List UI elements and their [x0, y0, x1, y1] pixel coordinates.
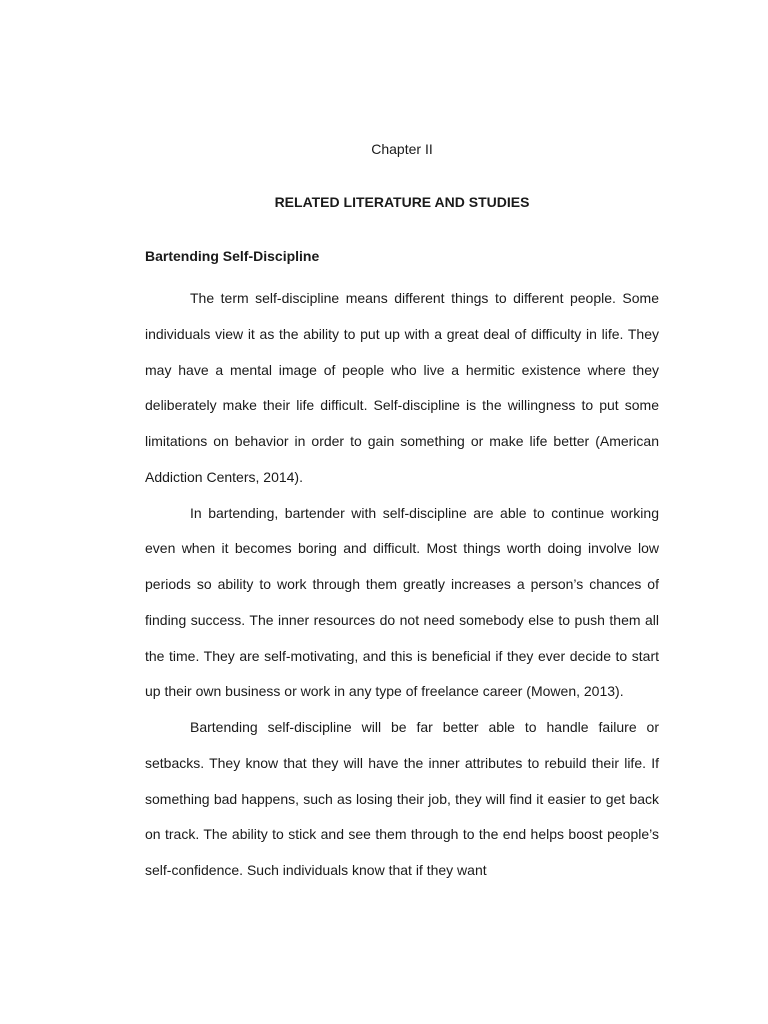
- chapter-label: Chapter II: [371, 141, 433, 157]
- chapter-title: RELATED LITERATURE AND STUDIES: [274, 194, 530, 210]
- paragraph: Bartending self-discipline will be far better able to handle failure or setbacks. They know that they will have the inner attributes to rebuild their life. If something bad happens, such as losing their job, they will find it easier to get back on track. The ability to stick and see them through to the end helps boost people’s self-confidence. Such individuals know that if they want: [145, 719, 659, 878]
- paragraph: The term self-discipline means different things to different people. Some individuals view it as the ability to put up with a great deal of difficulty in life. They may have a mental image of people who live a hermitic existence where they deliberately make their life difficult. Self-discipline is the willingness to put some limitations on behavior in order to gain something or make life better (American Addiction Centers, 2014).: [145, 290, 659, 485]
- section-heading: Bartending Self-Discipline: [145, 248, 320, 264]
- body-text: [145, 281, 659, 889]
- paragraph: In bartending, bartender with self-discipline are able to continue working even when it becomes boring and difficult. Most things worth doing involve low periods so ability to work through them greatly increases a person’s chances of finding success. The inner resources do not need somebody else to push them all the time. They are self-motivating, and this is beneficial if they ever decide to start up their own business or work in any type of freelance career (Mowen, 2013).: [145, 504, 659, 700]
